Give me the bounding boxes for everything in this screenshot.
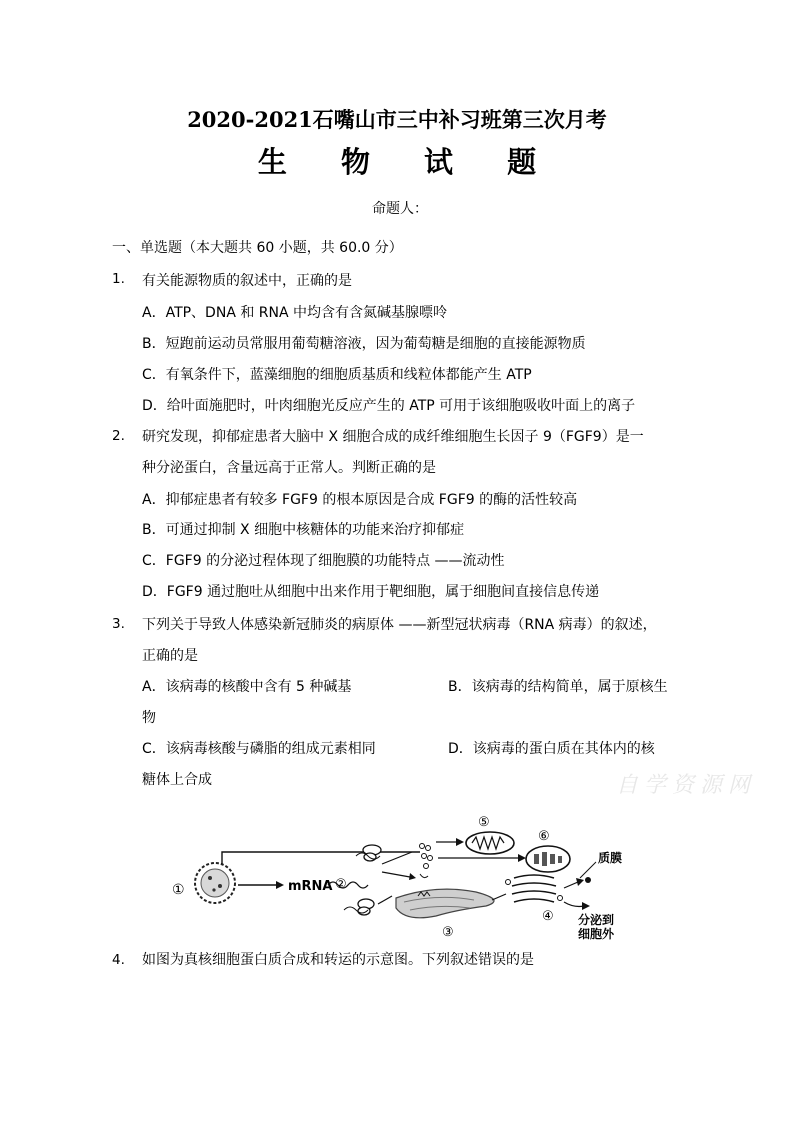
option-a: A．该病毒的核酸中含有 5 种碱基 — [142, 679, 352, 695]
question-stem: 下列关于导致人体感染新冠肺炎的病原体 ——新型冠状病毒（RNA 病毒）的叙述， — [142, 617, 657, 633]
vesicle-icon — [585, 877, 591, 883]
chloroplast-figure — [526, 846, 570, 872]
option-a: A．抑郁症患者有较多 FGF9 的根本原因是合成 FGF9 的酶的活性较高 — [142, 492, 578, 508]
question-stem: 有关能源物质的叙述中，正确的是 — [142, 273, 352, 289]
arrow-head-icon — [409, 873, 416, 880]
label-3: ③ — [442, 925, 454, 940]
ribosome-bound — [344, 899, 374, 915]
option-a: A．ATP、DNA 和 RNA 中均含有含氮碱基腺嘌呤 — [142, 305, 448, 321]
arrow-head-icon — [576, 878, 584, 886]
question-stem: 研究发现，抑郁症患者大脑中 X 细胞合成的成纤维细胞生长因子 9（FGF9）是一 — [142, 429, 644, 445]
leader-line — [580, 862, 596, 878]
option-b: B．短跑前运动员常服用葡萄糖溶液，因为葡萄糖是细胞的直接能源物质 — [142, 336, 586, 352]
arrow-head-icon — [456, 838, 464, 846]
secrete-label-line1: 分泌到 — [578, 913, 615, 927]
subject-title: 生 物 试 题 — [257, 145, 559, 179]
arrow-line — [564, 882, 578, 888]
ribosome-free — [356, 845, 381, 861]
secrete-label-line2: 细胞外 — [578, 927, 615, 940]
nucleus-figure — [195, 863, 235, 903]
label-4: ④ — [542, 909, 554, 924]
arrow-line — [492, 894, 506, 900]
arrow-line — [378, 896, 392, 904]
endoplasmic-reticulum-figure — [396, 889, 494, 918]
question-number: 3. — [112, 616, 125, 632]
question-number: 1. — [112, 271, 125, 287]
option-b: B．该病毒的结构简单，属于原核生 — [448, 679, 668, 695]
option-c: C．有氧条件下，蓝藻细胞的细胞质基质和线粒体都能产生 ATP — [142, 367, 532, 383]
option-c: C．该病毒核酸与磷脂的组成元素相同 — [142, 741, 376, 757]
option-b-wrap: 物 — [142, 710, 156, 726]
mitochondrion-figure — [466, 832, 514, 854]
arrow-line — [382, 872, 410, 877]
mrna-label: mRNA — [288, 879, 333, 894]
question-number: 4. — [112, 952, 125, 968]
question-stem: 如图为真核细胞蛋白质合成和转运的示意图。下列叙述错误的是 — [142, 952, 534, 968]
golgi-figure — [506, 875, 563, 902]
membrane-label: 质膜 — [598, 851, 623, 865]
option-b: B．可通过抑制 X 细胞中核糖体的功能来治疗抑郁症 — [142, 522, 465, 538]
option-d: D．FGF9 通过胞吐从细胞中出来作用于靶细胞，属于细胞间直接信息传递 — [142, 584, 600, 600]
protein-transport-diagram — [160, 812, 650, 940]
exam-title: 2020-2021石嘴山市三中补习班第三次月考 — [187, 107, 607, 132]
mrna-strand — [328, 882, 368, 888]
watermark: 自学资源网 — [616, 773, 757, 798]
question-stem: 种分泌蛋白，含量远高于正常人。判断正确的是 — [142, 460, 436, 476]
option-c: C．FGF9 的分泌过程体现了细胞膜的功能特点 ——流动性 — [142, 553, 505, 569]
arrow-head-icon — [518, 854, 526, 862]
section-heading: 一、单选题（本大题共 60 小题，共 60.0 分） — [112, 240, 403, 256]
question-stem: 正确的是 — [142, 648, 198, 664]
label-2: ② — [335, 877, 347, 892]
author-label: 命题人： — [372, 201, 428, 217]
arrow-line — [564, 902, 584, 907]
protein-chain — [420, 844, 433, 878]
label-1: ① — [172, 882, 185, 898]
pathway-line — [222, 852, 420, 864]
question-number: 2. — [112, 428, 125, 444]
option-d-wrap: 糖体上合成 — [142, 772, 212, 788]
label-5: ⑤ — [478, 815, 490, 830]
option-d: D．给叶面施肥时，叶肉细胞光反应产生的 ATP 可用于该细胞吸收叶面上的离子 — [142, 398, 636, 414]
option-d: D．该病毒的蛋白质在其体内的核 — [448, 741, 655, 757]
arrow-line — [382, 852, 412, 864]
arrow-head-icon — [582, 902, 590, 910]
arrow-head-icon — [276, 881, 284, 889]
label-6: ⑥ — [538, 829, 550, 844]
